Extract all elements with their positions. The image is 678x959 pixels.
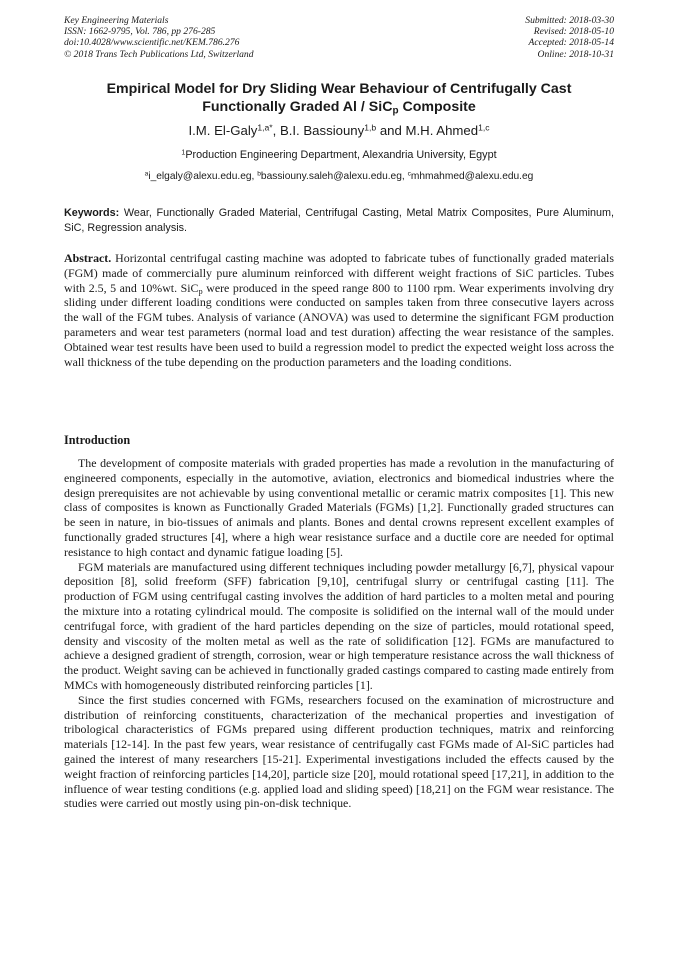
intro-paragraph: The development of composite materials with graded properties has made a revolution in the manufacturing of engineered components, especially in the automotive, aviation, electronics and biomedical industries where the design prerequisites are not achievable by using conventional metallic or ceramic matrix composites [1]. This new class of composites is known as Functionally Graded Materials (FGMs) [1,2]. Functionally graded structures can be seen in nature, in bio-tissues of animals and plants. Bones and dental crowns represent excellent examples of functionally graded structures [4], where a high wear resistance surface and a ductile core are needed for optimal resistance to high contact and dynamic fatigue loading [5]. [64, 456, 614, 559]
email-mark: a [144, 170, 149, 178]
abstract-text-continued: were produced in the speed range 800 to 1100 rpm. Wear experiments involving dry sliding under different loading conditions were conducted on samples taken from three consecutive layers across the wall of the FGM tubes. Analysis of variance (ANOVA) was used to determine the significant FGM production parameters and wear test parameters (normal load and test duration) affecting the wear resistance of the samples. Obtained wear test results have been used to build a regression model to predict the expected weight loss across the wall thickness of the tube depending on the production parameters and the loading conditions. [64, 280, 614, 369]
accepted-date: Accepted: 2018-05-14 [528, 37, 614, 49]
submitted-date: Submitted: 2018-03-30 [525, 15, 614, 26]
affiliation-mark: 1 [181, 149, 186, 157]
revised-date: Revised: 2018-05-10 [533, 26, 614, 38]
journal-info [64, 15, 254, 60]
author-name: M.H. Ahmed [405, 123, 479, 138]
title-subscript: p [392, 105, 399, 117]
email-list [40, 170, 638, 184]
publication-dates [525, 15, 614, 60]
email-mark: c [407, 170, 411, 178]
online-date: Online: 2018-10-31 [537, 48, 614, 60]
paper-title [40, 80, 638, 116]
author-affil-mark: 1,a* [257, 122, 273, 133]
abstract-subscript: p [198, 286, 203, 296]
author-name: B.I. Bassiouny [279, 123, 365, 138]
author-name: I.M. El-Galy [188, 123, 258, 138]
email-address: mhmahmed@alexu.edu.eg [410, 171, 534, 182]
issn-line: ISSN: 1662-9795, Vol. 786, pp 276-285 [64, 26, 216, 38]
affiliation-text: Production Engineering Department, Alexandria University, Egypt [185, 149, 497, 161]
email-address: i_elgaly@alexu.edu.eg, [148, 171, 258, 182]
author-affil-mark: 1,b [364, 122, 377, 133]
title-line-2-end: Composite [398, 99, 476, 115]
keywords-label: Keywords: [64, 207, 120, 219]
title-line-1: Empirical Model for Dry Sliding Wear Behaviour of Centrifugally Cast [106, 81, 572, 97]
author-affil-mark: 1,c [478, 122, 490, 133]
introduction-body [64, 456, 614, 811]
email-mark: b [257, 170, 261, 178]
abstract-label: Abstract. [64, 251, 112, 265]
title-line-2 [40, 98, 638, 116]
copyright-line: © 2018 Trans Tech Publications Ltd, Switzerland [64, 48, 254, 60]
title-line-2-text: Functionally Graded Al / SiC [202, 99, 393, 115]
author-separator: , [272, 123, 280, 138]
journal-name: Key Engineering Materials [64, 15, 169, 26]
abstract-text: Horizontal centrifugal casting machine was adopted to fabricate tubes of functionally graded materials (FGM) made of commercially pure aluminum reinforced with different weight fractions of SiC particles. Tubes with 2.5, 5 and 10%wt. SiC [64, 251, 614, 295]
email-address: bassiouny.saleh@alexu.edu.eg, [260, 171, 408, 182]
intro-paragraph: Since the first studies concerned with FGMs, researchers focused on the examination of microstructure and distribution of reinforcing constituents, characterization of the mechanical properties and investigation of tribological characteristics of FGMs prepared using different production techniques, matrix and reinforcing materials [12-14]. In the past few years, wear resistance of centrifugally cast FGMs made of Al-SiC particles had gained the interest of many researchers [15-21]. Experimental investigations included the effects caused by the weight fraction of reinforcing particles [14,20], particle size [20], mould rotational speed [17,21], in addition to the influence of wear testing conditions (e.g. applied load and sliding speed) [18,21] on the FGM wear resistance. The studies were carried out mostly using pin-on-disk technique. [64, 692, 614, 811]
doi-line: doi:10.4028/www.scientific.net/KEM.786.276 [64, 37, 240, 49]
introduction-heading: Introduction [64, 433, 131, 447]
intro-paragraph: FGM materials are manufactured using different techniques including powder metallurgy [6,7], physical vapour deposition [8], solid freeform (SFF) fabrication [9,10], centrifugal slurry or centrifugal casting [11]. The production of FGM using centrifugal casting involves the addition of hard particles to a molten metal and pouring the mixture into a rotating cylindrical mould. The composite is solidified on the internal wall of the mould under centrifugal force, with gradient of the hard particles depending on the size of particles, mould rotational speed, density and viscosity of the molten metal as well as the rate of solidification [12]. FGMs are manufactured to achieve a designed gradient of strength, corrosion, wear or high temperature resistance across the wall thickness of the product. Weight saving can be achieved in functionally graded castings compared to casting made entirely from MMCs with homogeneously distributed reinforcing particles [1]. [64, 559, 614, 692]
abstract-section [64, 251, 614, 369]
author-separator: and [376, 123, 406, 138]
affiliation [40, 148, 638, 162]
keywords-text: Wear, Functionally Graded Material, Centrifugal Casting, Metal Matrix Composites, Pure Aluminum, SiC, Regression analysis. [64, 207, 614, 234]
author-list [40, 122, 638, 140]
keywords-section [64, 206, 614, 235]
